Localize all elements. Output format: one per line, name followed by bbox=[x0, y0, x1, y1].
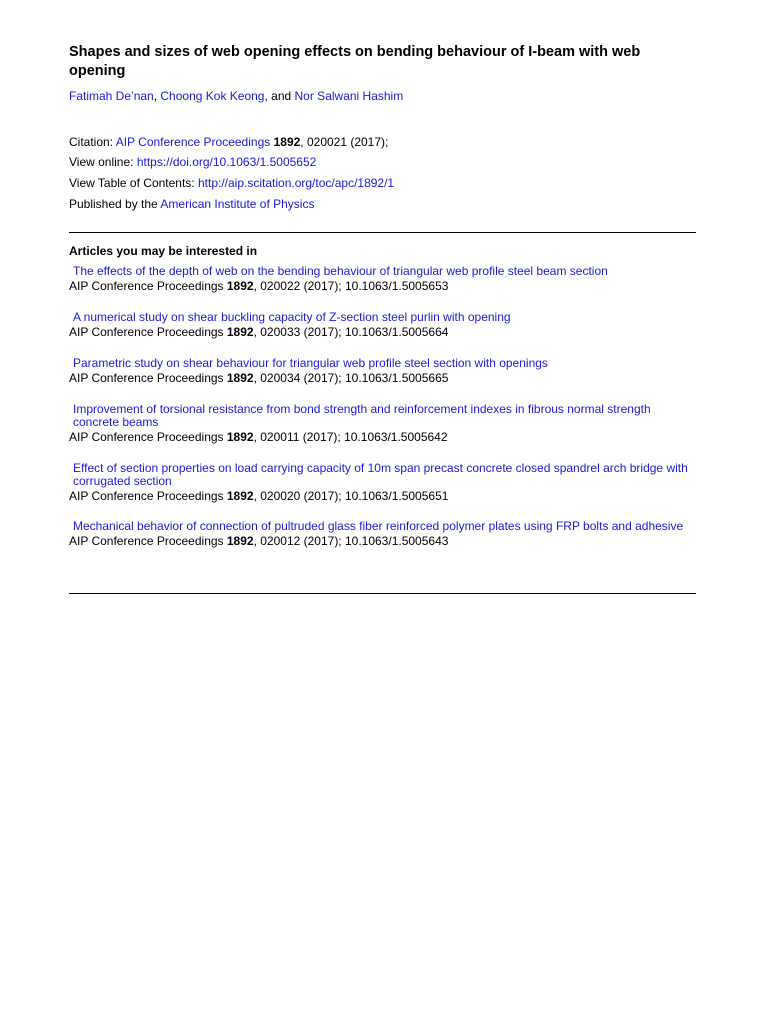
citation-rest: , 020021 (2017); bbox=[300, 135, 389, 149]
toc-link[interactable]: http://aip.scitation.org/toc/apc/1892/1 bbox=[197, 176, 395, 190]
view-toc-line bbox=[69, 176, 394, 191]
author-link[interactable]: Nor Salwani Hashim bbox=[294, 89, 404, 103]
related-article bbox=[69, 520, 696, 549]
related-article-title-link[interactable]: A numerical study on shear buckling capacity of Z-section steel purlin with opening bbox=[73, 310, 511, 324]
journal-link[interactable]: AIP Conference Proceedings bbox=[115, 135, 271, 149]
paper-title: Shapes and sizes of web opening effects on bending behaviour of I-beam with web opening bbox=[69, 44, 641, 79]
related-article bbox=[69, 403, 696, 445]
related-article-reference: AIP Conference Proceedings 1892, 020034 (2017); 10.1063/1.5005665 bbox=[69, 371, 449, 385]
related-article-reference: AIP Conference Proceedings 1892, 020020 (2017); 10.1063/1.5005651 bbox=[69, 489, 449, 503]
author-link[interactable]: Choong Kok Keong bbox=[160, 89, 265, 103]
related-article-title-link[interactable]: Mechanical behavior of connection of pultruded glass fiber reinforced polymer plates using FRP bolts and adhesive bbox=[73, 519, 684, 533]
author-link[interactable]: Fatimah De’nan bbox=[69, 89, 154, 103]
published-by-line bbox=[69, 197, 314, 212]
citation-line bbox=[69, 135, 388, 150]
bottom-divider bbox=[69, 593, 696, 594]
related-article bbox=[69, 265, 696, 294]
related-article bbox=[69, 311, 696, 340]
author-list bbox=[69, 89, 403, 104]
publisher-link[interactable]: American Institute of Physics bbox=[160, 197, 315, 211]
related-article-title-link[interactable]: The effects of the depth of web on the bending behaviour of triangular web profile steel beam section bbox=[73, 264, 608, 278]
related-article bbox=[69, 462, 696, 504]
view-online-label: View online: bbox=[69, 155, 137, 169]
author-separator: , and bbox=[264, 89, 295, 103]
related-article-reference: AIP Conference Proceedings 1892, 020022 (2017); 10.1063/1.5005653 bbox=[69, 279, 449, 293]
related-article-title-link[interactable]: Improvement of torsional resistance from bond strength and reinforcement indexes in fibrous normal strength concrete beams bbox=[73, 402, 651, 429]
related-article-title-link[interactable]: Effect of section properties on load carrying capacity of 10m span precast concrete closed spandrel arch bridge with corrugated section bbox=[73, 461, 688, 488]
author-separator: , bbox=[153, 89, 161, 103]
doi-link[interactable]: https://doi.org/10.1063/1.5005652 bbox=[136, 155, 317, 169]
related-articles-heading: Articles you may be interested in bbox=[69, 244, 258, 258]
related-article-reference: AIP Conference Proceedings 1892, 020012 (2017); 10.1063/1.5005643 bbox=[69, 534, 449, 548]
related-article bbox=[69, 357, 696, 386]
related-article-reference: AIP Conference Proceedings 1892, 020033 (2017); 10.1063/1.5005664 bbox=[69, 325, 449, 339]
related-article-title-link[interactable]: Parametric study on shear behaviour for triangular web profile steel section with openings bbox=[73, 356, 548, 370]
published-by-label: Published by the bbox=[69, 197, 161, 211]
top-divider bbox=[69, 232, 696, 233]
view-toc-label: View Table of Contents: bbox=[69, 176, 198, 190]
view-online-line bbox=[69, 155, 316, 170]
citation-label: Citation: bbox=[69, 135, 116, 149]
citation-volume: 1892 bbox=[273, 135, 301, 149]
related-article-reference: AIP Conference Proceedings 1892, 020011 (2017); 10.1063/1.5005642 bbox=[69, 430, 448, 444]
